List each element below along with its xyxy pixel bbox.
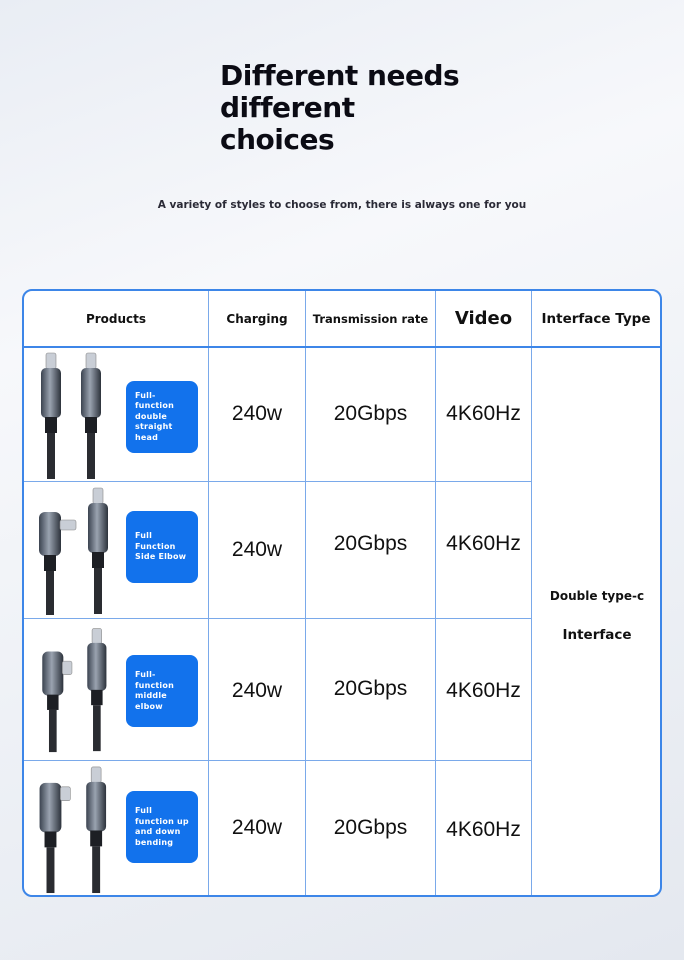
- headline-line-1: Different needs: [220, 59, 460, 92]
- transmission-rate-value: 20Gbps: [333, 532, 408, 555]
- product-label-straight: Full-function double straight head: [126, 381, 198, 453]
- transmission-rate-value: 20Gbps: [333, 677, 408, 700]
- product-label-middle-elbow: Full-function middle elbow: [126, 655, 198, 727]
- charging-value: 240w: [231, 816, 283, 839]
- transmission-rate-value: 20Gbps: [333, 402, 408, 425]
- charging-value: 240w: [231, 402, 283, 425]
- header-charging: Charging: [226, 311, 288, 326]
- headline-line-2: different: [220, 91, 355, 124]
- header-products: Products: [85, 311, 147, 326]
- video-value: 4K60Hz: [446, 532, 521, 555]
- video-value: 4K60Hz: [446, 679, 521, 702]
- product-label-side-elbow: Full Function Side Elbow: [126, 511, 198, 583]
- header-interface-type: Interface Type: [541, 310, 651, 327]
- header-video: Video: [454, 308, 513, 329]
- interface-type-label: Interface: [562, 627, 632, 643]
- video-value: 4K60Hz: [446, 818, 521, 841]
- transmission-rate-value: 20Gbps: [333, 816, 408, 839]
- interface-type-value: Double type-c: [549, 589, 645, 603]
- page-headline: [220, 60, 459, 156]
- charging-value: 240w: [231, 538, 283, 561]
- video-value: 4K60Hz: [446, 402, 521, 425]
- headline-line-3: choices: [220, 123, 335, 156]
- page-subtitle: A variety of styles to choose from, there is always one for you: [157, 199, 527, 211]
- comparison-table: [22, 289, 662, 897]
- charging-value: 240w: [231, 679, 283, 702]
- header-transmission-rate: Transmission rate: [312, 311, 429, 326]
- product-label-up-down-bending: Full function up and down bending: [126, 791, 198, 863]
